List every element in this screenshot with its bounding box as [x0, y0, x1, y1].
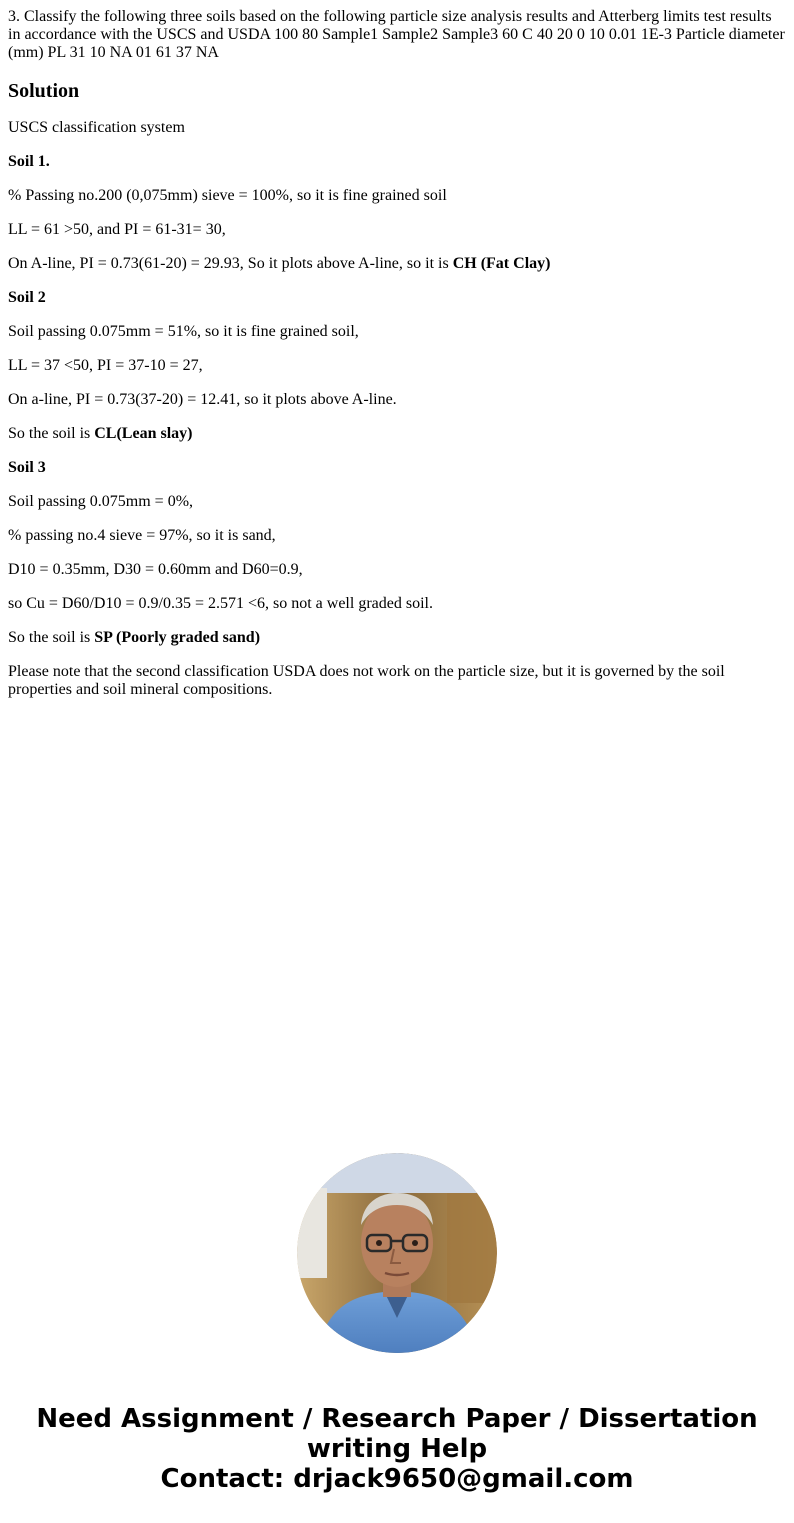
soil3-line4: so Cu = D60/D10 = 0.9/0.35 = 2.571 <6, so not a well graded soil. — [8, 595, 433, 612]
footer-line1: Need Assignment / Research Paper / Dissertation — [36, 1404, 758, 1434]
soil3-result: SP (Poorly graded sand) — [94, 629, 261, 646]
soil2-result: CL(Lean slay) — [94, 425, 193, 442]
author-avatar — [297, 1153, 497, 1353]
uscs-line: USCS classification system — [8, 119, 185, 136]
soil1-line2: LL = 61 >50, and PI = 61-31= 30, — [8, 221, 226, 238]
footer-line2: writing Help — [306, 1434, 488, 1464]
soil3-line2: % passing no.4 sieve = 97%, so it is sand, — [8, 527, 276, 544]
soil2-line2: LL = 37 <50, PI = 37-10 = 27, — [8, 357, 203, 374]
soil3-line5-text: So the soil is — [8, 629, 95, 646]
soil3-line1: Soil passing 0.075mm = 0%, — [8, 493, 194, 510]
promo-footer — [0, 1404, 794, 1494]
soil3-line5 — [8, 629, 786, 647]
soil1-line3-text: On A-line, PI = 0.73(61-20) = 29.93, So it plots above A-line, so it is — [8, 255, 453, 272]
soil3-heading: Soil 3 — [8, 459, 46, 476]
soil1-heading: Soil 1. — [8, 153, 50, 170]
soil1-line1: % Passing no.200 (0,075mm) sieve = 100%, so it is fine grained soil — [8, 187, 447, 204]
soil2-line4-text: So the soil is — [8, 425, 95, 442]
author-portrait — [297, 1153, 497, 1353]
soil1-result: CH (Fat Clay) — [452, 255, 551, 272]
soil3-line3: D10 = 0.35mm, D30 = 0.60mm and D60=0.9, — [8, 561, 303, 578]
footer-contact: Contact: drjack9650@gmail.com — [160, 1464, 634, 1494]
soil2-line4 — [8, 425, 786, 443]
note-text: Please note that the second classification USDA does not work on the particle size, but it is governed by the soil properties and soil mineral compositions. — [8, 663, 725, 698]
solution-heading: Solution — [8, 80, 80, 102]
soil1-line3 — [8, 255, 786, 273]
soil2-line3: On a-line, PI = 0.73(37-20) = 12.41, so it plots above A-line. — [8, 391, 397, 408]
soil2-line1: Soil passing 0.075mm = 51%, so it is fine grained soil, — [8, 323, 359, 340]
document-body — [8, 8, 786, 715]
soil2-heading: Soil 2 — [8, 289, 46, 306]
question-text: 3. Classify the following three soils based on the following particle size analysis results and Atterberg limits test results in accordance with the USCS and USDA 100 80 Sample1 Sample2 Sample3 60 C 40 20 0 10 0.01 1E-3 Particle diameter (mm) PL 31 10 NA 01 61 37 NA — [8, 8, 785, 61]
